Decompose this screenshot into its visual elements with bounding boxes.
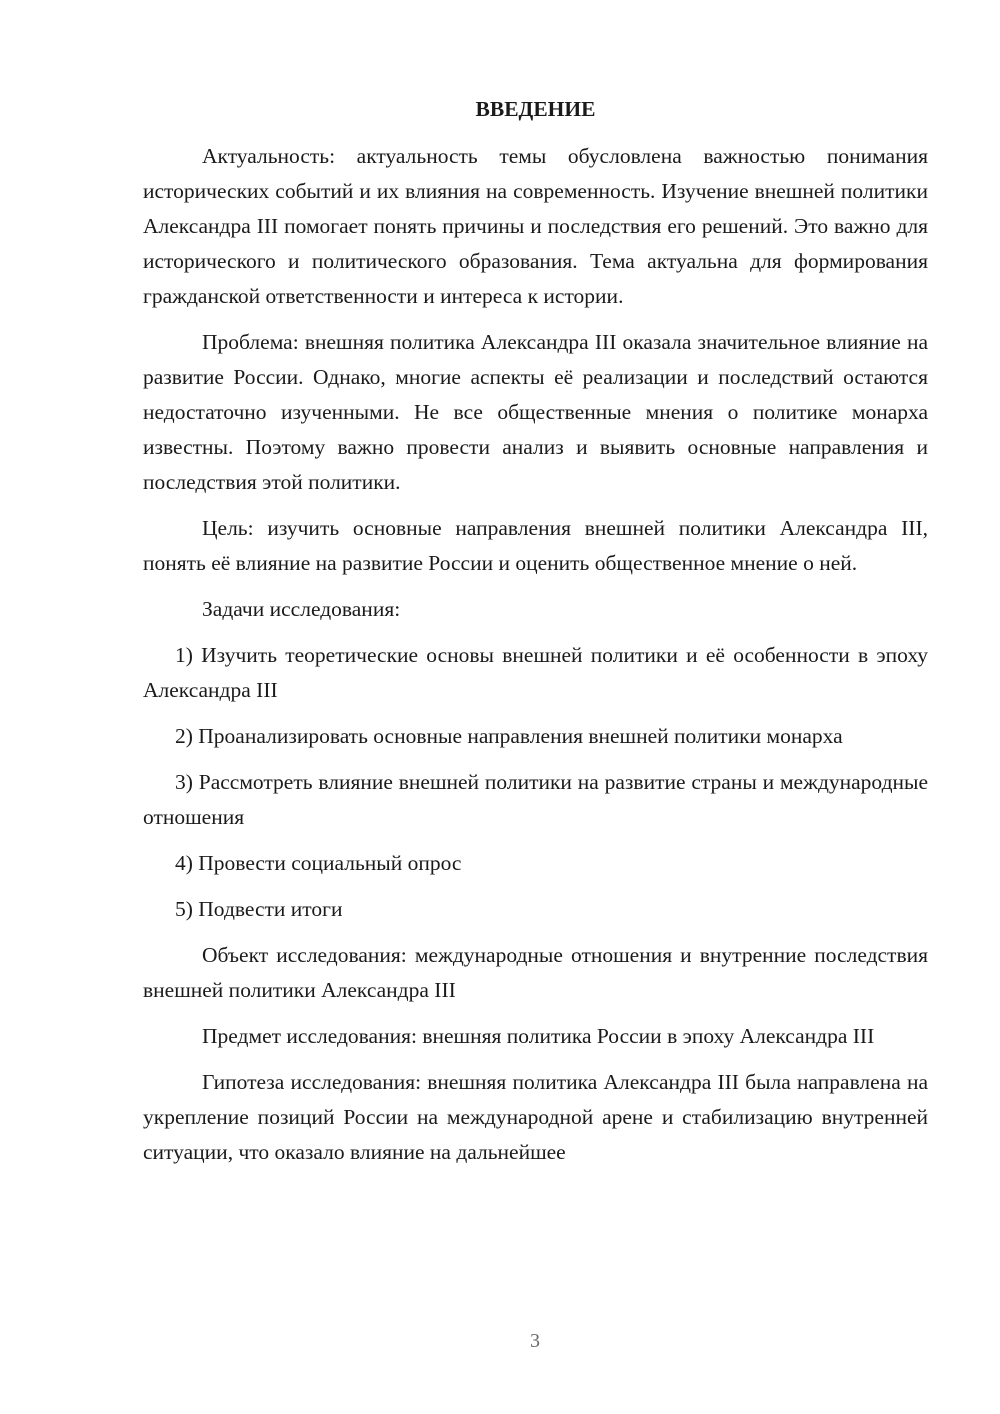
problem-paragraph: Проблема: внешняя политика Александра III оказала значительное влияние на развитие России. Однако, многие аспекты её реализации и последствий остаются недостаточно изученными. Не все общественные мнения о политике монарха известны. Поэтому важно провести анализ и выявить основные направления и последствия этой политики.	[143, 330, 928, 494]
subject-paragraph: Предмет исследования: внешняя политика России в эпоху Александра III	[202, 1024, 875, 1048]
tasks-list	[143, 638, 928, 927]
page-content	[143, 92, 928, 1181]
task-item: 2) Проанализировать основные направления внешней политики монарха	[175, 724, 843, 748]
tasks-heading: Задачи исследования:	[202, 597, 401, 621]
relevance-paragraph: Актуальность: актуальность темы обусловлена важностью понимания исторических событий и их влияния на современность. Изучение внешней политики Александра III помогает понять причины и последствия его решений. Это важно для исторического и политического образования. Тема актуальна для формирования гражданской ответственности и интереса к истории.	[143, 144, 928, 308]
task-item: 5) Подвести итоги	[175, 897, 343, 921]
section-title: ВВЕДЕНИЕ	[475, 97, 596, 121]
task-item: 4) Провести социальный опрос	[175, 851, 462, 875]
object-paragraph: Объект исследования: международные отношения и внутренние последствия внешней политики Александра III	[143, 943, 928, 1002]
hypothesis-paragraph: Гипотеза исследования: внешняя политика Александра III была направлена на укрепление позиций России на международной арене и стабилизацию внутренней ситуации, что оказало влияние на дальнейшее	[143, 1070, 928, 1164]
goal-paragraph: Цель: изучить основные направления внешней политики Александра III, понять её влияние на развитие России и оценить общественное мнение о ней.	[143, 516, 928, 575]
task-item: 3) Рассмотреть влияние внешней политики на развитие страны и международные отношения	[143, 770, 928, 829]
page-number: 3	[530, 1330, 540, 1352]
task-item: 1) Изучить теоретические основы внешней политики и её особенности в эпоху Александра III	[143, 643, 928, 702]
